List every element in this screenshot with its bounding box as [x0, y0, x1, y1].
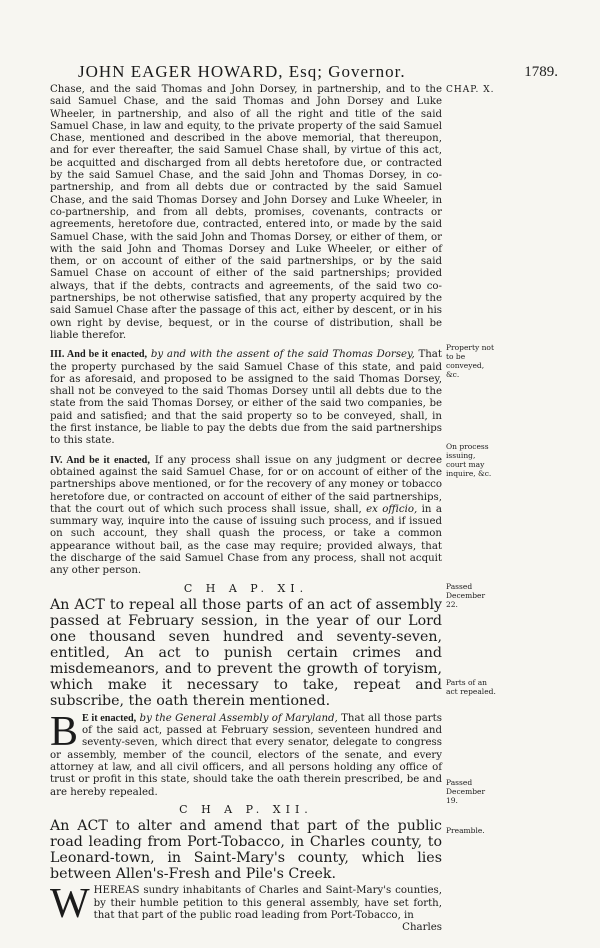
chap-xi-dropcap: B	[50, 708, 79, 755]
margin-chap-x: CHAP. X.	[446, 85, 495, 95]
header-year: 1789.	[524, 64, 558, 80]
main-text-column	[50, 84, 442, 934]
catchword-line	[50, 922, 442, 934]
chap-xi-heading: C H A P. XI.	[183, 581, 309, 595]
section-4-text-part2: in a summary way, inquire into the cause of issuing such process, and if issued on such account, they shall quash the process, or take a common appearance without bail, as the case may require; provided always, that the discharge of the said Samuel Chase from any process, shall not acquit any other person.	[50, 503, 442, 577]
chap-xii-text: HEREAS sundry inhabitants of Charles and Saint-Mary's counties, by their humble petition to this general assembly, have set forth, that that part of the public road leading from Port-Tobacco, in	[93, 885, 442, 921]
margin-process-note: On process issuing, court may inquire, &c.	[446, 442, 492, 478]
chap-xi-lead: E it enacted,	[82, 712, 137, 724]
header-title: JOHN EAGER HOWARD, Esq; Governor.	[78, 62, 406, 81]
section-4-text-part1: If any process shall issue on any judgment or decree obtained against the said Samuel Chase, for or on account of either of the partnerships above mentioned, or for the recovery of any money or tobacco heretofore due, or contracted on account of either of the said partnerships, that the court out of which such process shall issue, shall,	[50, 454, 442, 515]
chap-x-section-3	[50, 349, 442, 447]
chap-xi-text: That all those parts of the said act, passed at February session, seventeen hundred and seventy-seven, which direct that every senator, delegate to congress or assembly, member of the council, electors of the senate, and every attorney at law, and all civil officers, and all persons holding any office of trust or profit in this state, should take the oath therein prescribed, be and are hereby repealed.	[50, 712, 443, 798]
chap-xii-dropcap: W	[50, 881, 90, 928]
chap-xii-heading: C H A P. XII.	[179, 802, 313, 816]
margin-passed-dec-22: Passed December 22.	[446, 582, 486, 609]
margin-property-note: Property not to be conveyed, &c.	[446, 343, 494, 379]
chap-xi-title: An ACT to repeal all those parts of an act of assembly passed at February session, in the year of our Lord one thousand seven hundred and seventy-seven, entitled, An act to punish certain crimes and misdemeanors, and to prevent the growth of toryism, which make it necessary to take, repeat and subscribe, the oath therein mentioned.	[50, 596, 442, 709]
chap-x-section-4	[50, 455, 442, 578]
margin-parts-repealed: Parts of an act repealed.	[446, 678, 496, 696]
chap-xi-body	[50, 708, 443, 799]
chap-xii-title: An ACT to alter and amend that part of the public road leading from Port-Tobacco, in Charles county, to Leonard-town, in Saint-Mary's county, which lies between Allen's-Fresh and Pile's Creek.	[50, 818, 442, 883]
section-3-text: That the property purchased by the said Samuel Chase of this state, and paid for as aforesaid, and proposed to be assigned to the said Thomas Dorsey, shall not be conveyed to the said Thomas Dorsey until all debts due to the state from the said Thomas Dorsey, or either of the said two companies, be paid and satisfied; and that the said property so to be conveyed, shall, in the first instance, be liable to pay the debts due from the said partnerships to this state.	[50, 349, 442, 447]
section-3-lead: III. And be it enacted,	[50, 349, 148, 361]
chap-x-paragraph-continued: Chase, and the said Thomas and John Dorsey, in partnership, and to the said Samuel Chase, and the said Thomas and John Dorsey and Luke Wheeler, in partnership, and also of all the right and title of the said Samuel Chase, in law and equity, to the private property of the said Samuel Chase, mentioned and described in the above memorial, that thereupon, and for ever thereafter, the said Samuel Chase shall, by virtue of this act, be acquitted and discharged from all debts heretofore due, or contracted by the said Samuel Chase, and the said John and Thomas Dorsey, in co-partnership, and from all debts due or contracted by the said Samuel Chase, and the said Thomas Dorsey and John Dorsey and Luke Wheeler, in co-partnership, and from all debts, promises, covenants, contracts or agreements, heretofore due, contracted, entered into, or made by the said Samuel Chase, with the said John and Thomas Dorsey, or either of them, or with the said John and Thomas Dorsey and Luke Wheeler, or either of them, or on account of either of the said partnerships, or by the said Samuel Chase on account of either of the said partnerships; provided always, that if the debts, contracts and agreements, of the said two co-partnerships, be not otherwise satisfied, that any property acquired by the said Samuel Chase after the passage of this act, either by descent, or in his own right by devise, bequest, or in the course of distribution, shall be liable therefor.	[50, 84, 442, 341]
section-4-italic: ex officio,	[366, 503, 418, 515]
spacer	[50, 448, 442, 455]
section-3-italic: by and with the assent of the said Thomas Dorsey,	[150, 349, 415, 361]
spacer	[50, 342, 442, 349]
running-header	[58, 62, 558, 84]
margin-preamble: Preamble.	[446, 826, 485, 835]
catchword: Charles	[402, 922, 442, 934]
chap-xi-italic: by the General Assembly of Maryland,	[139, 712, 338, 724]
margin-passed-dec-19: Passed December 19.	[446, 778, 486, 805]
section-4-lead: IV. And be it enacted,	[50, 454, 150, 466]
chap-xii-body	[50, 881, 442, 928]
